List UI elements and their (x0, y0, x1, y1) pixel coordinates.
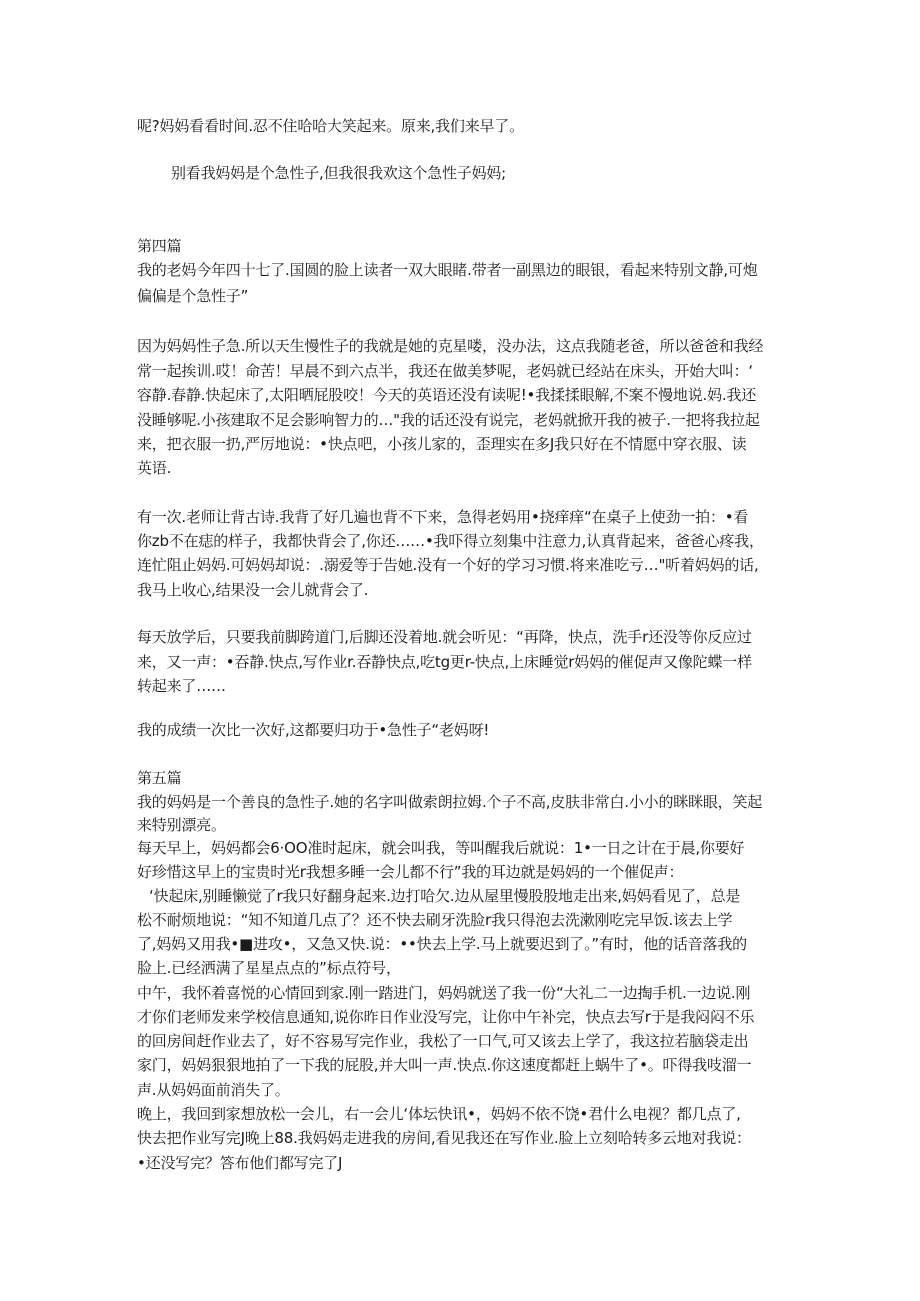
text-line: 连忙阻止妈妈.可妈妈却说：.溺爱等于告她.没有一个好的学习习惯.将来准吃亏…"听着妈妈的话, (137, 556, 759, 574)
text-line: 因为妈妈性子急.所以天生慢性子的我就是她的克星喽，没办法，这点我随老爸，所以爸爸和我经 (137, 337, 764, 355)
text-line: 呢?妈妈看看时间.忍不住哈哈大笑起来。原来,我们来早了。 (137, 117, 524, 135)
text-line: 英语. (137, 459, 172, 477)
text-line: 了,妈妈又用我•■进攻•，又急又快.说：••快去上学.马上就要迟到了。”有时，他的话音落我的 (137, 935, 747, 953)
text-line: 松不耐烦地说：“知不知道几点了？还不快去刷牙洗脸r我只得泡去洗漱刚吃完早饭.该去上学 (137, 911, 733, 929)
text-line: 来，又一声：•吞静.快点,写作业r.吞静快点,吃tg更r-快点,上床睡觉r妈妈的催促声又像陀蝶一样 (137, 653, 752, 671)
text-line: 没睡够呢.小孩建取不足会影响智力的…"我的话还没有说完，老妈就掀开我的被子.一把将我拉起 (137, 411, 760, 429)
text-line: 声.从妈妈面前消失了。 (137, 1081, 290, 1099)
text-line: 我马上收心,结果没一会儿就背会了. (137, 581, 369, 599)
text-line: 来特别漂亮。 (137, 816, 226, 834)
text-line: 我的妈妈是一个善良的急性子.她的名字叫做索朗拉姆.个子不高,皮肤非常白.小小的眯眯眼，笑起 (137, 793, 763, 811)
text-line: 家门，妈妈狠狠地拍了一下我的屁股,并大叫一声.快点.你这速度都赶上蜗牛了•。吓得我吱溜一 (137, 1056, 752, 1074)
section-heading-5: 第五篇 (137, 769, 182, 787)
text-line: 转起来了…… (137, 677, 226, 695)
text-line: 好珍惜这早上的宝贵时光r我想多睡一会儿都不行”我的耳边就是妈妈的一个催促声： (137, 863, 684, 881)
text-line: 我的成绩一次比一次好,这都要归功于•急性子“老妈呀! (137, 721, 490, 739)
text-line: 容静.春静.快起床了,太阳晒屁股咬！今天的英语还没有读呢!•我揉揉眼解,不案不慢地说.妈.我还 (137, 386, 757, 404)
text-line: 脸上.已经洒满了星星点点的”标点符号， (137, 959, 401, 977)
text-line: •还没写完？答布他们都写完了J (137, 1154, 343, 1172)
text-line: 常一起挨训.哎！命苦！早晨不到六点半，我还在做美梦呢，老妈就已经站在床头，开始大叫：‘ (137, 362, 753, 380)
text-line: 我的老妈今年四十七了.国圆的脸上读者一双大眼睹.带者一副黑边的眼银，看起来特别文静,可炮 (137, 261, 758, 279)
text-line: 来，把衣服一扔,严厉地说：•快点吧，小孩儿家的，歪理实在多J我只好在不情愿中穿衣服、读 (137, 435, 747, 453)
closing-line: 别看我妈妈是个急性子,但我很我欢这个急性子妈妈; (171, 164, 507, 182)
text-line: 才你们老师发来学校信息通知,说你昨日作业没写完，让你中午补完，快点去写r于是我闷闷不乐 (137, 1008, 755, 1026)
text-line: 每天早上，妈妈都会6·OO准时起床，就会叫我，等叫醒我后就说：1•一日之计在于晨,你要好 (137, 839, 745, 857)
text-line: 的回房间赶作业去了，好不容易写完作业，我松了一口气,可又该去上学了，我这拉若脑袋走出 (137, 1032, 749, 1050)
section-heading-4: 第四篇 (137, 237, 182, 255)
text-line: 偏偏是个急性子” (137, 287, 249, 305)
text-line: 中午，我怀着喜悦的心情回到家.刚一踏进门，妈妈就送了我一份“大礼二一边掏手机.一边说.刚 (137, 984, 751, 1002)
text-line: 快去把作业写完J晚上88.我妈妈走进我的房间,看见我还在写作业.脸上立刻哈转多云地对我说： (137, 1129, 751, 1147)
text-line: 你zb不在痣的样子，我都快背会了,你还……•我吓得立刻集中注意力,认真背起来，爸爸心疼我， (137, 532, 764, 550)
text-line: 有一次.老师让背古诗.我背了好几遍也背不下来，急得老妈用•挠痒痒“在桌子上使劲一拍：•看 (137, 508, 749, 526)
text-line: 每天放学后，只要我前脚跨道门,后脚还没着地.就会听见：“再降，快点，洗手r还没等你反应过 (137, 628, 752, 646)
text-line: ‘快起床,别睡懒觉了r我只好翻身起来.边打哈欠.边从屋里慢股股地走出来,妈妈看见了，总是 (149, 887, 741, 905)
text-line: 晚上，我回到家想放松一会儿，右一会儿‘体坛快讯•，妈妈不依不饶•君什么电视？都几点了, (137, 1105, 741, 1123)
